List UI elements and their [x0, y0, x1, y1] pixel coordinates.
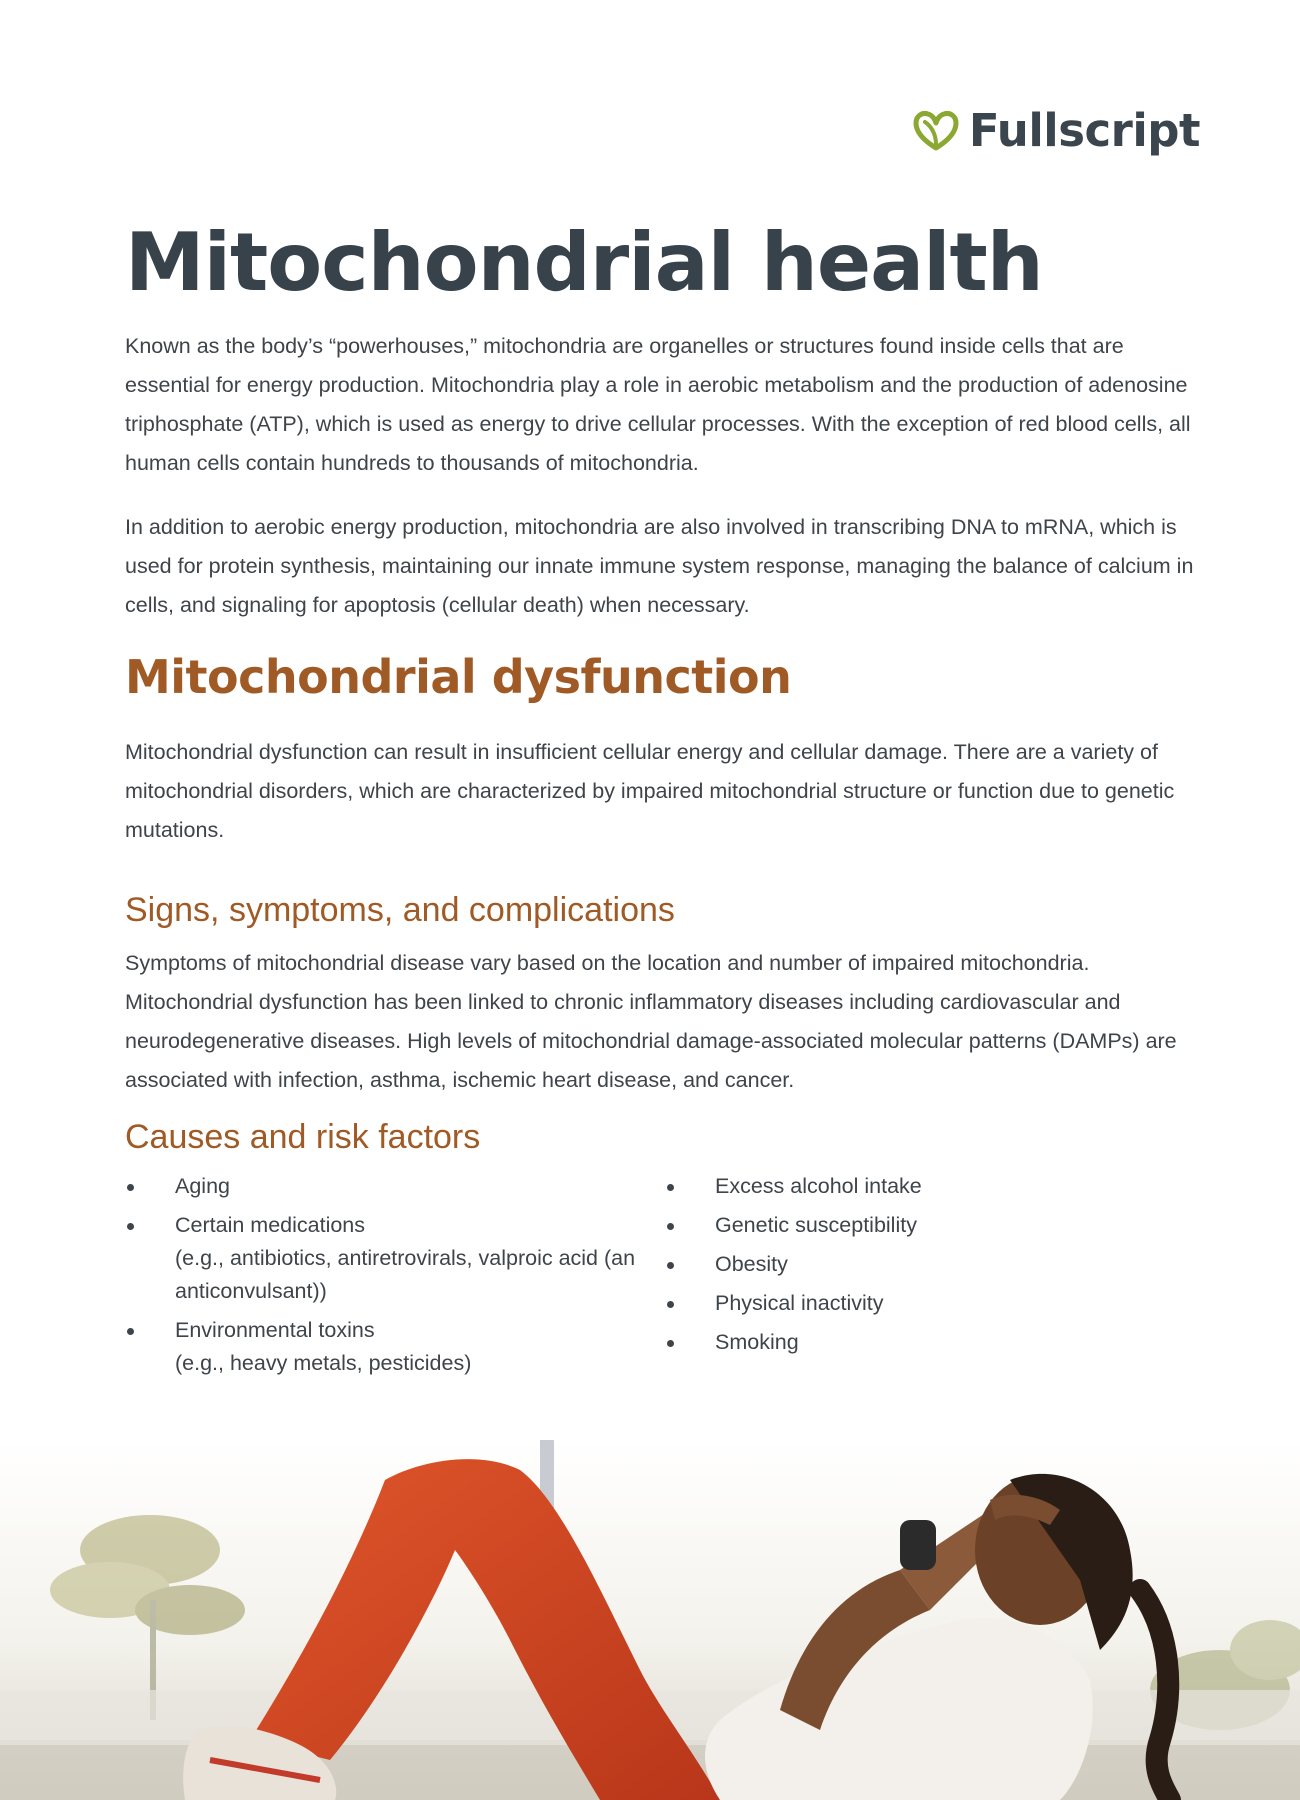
bullet-icon: [127, 1184, 134, 1191]
list-item-detail: (e.g., heavy metals, pesticides): [175, 1351, 472, 1375]
list-item: [665, 1326, 1205, 1359]
list-item: [665, 1170, 1205, 1203]
page-title: Mitochondrial health: [125, 216, 1043, 309]
list-item-label: Excess alcohol intake: [715, 1174, 922, 1198]
leaf-heart-icon: [913, 110, 959, 152]
list-item: [125, 1170, 665, 1203]
exercise-photo: [0, 1440, 1300, 1800]
causes-heading: Causes and risk factors: [125, 1118, 481, 1156]
bullet-icon: [127, 1328, 134, 1335]
woman-doing-crunches-illustration: [0, 1440, 1300, 1800]
signs-paragraph: Symptoms of mitochondrial disease vary based on the location and number of impaired mitochondria. Mitochondrial dysfunction has been linked to chronic inflammatory diseases including cardiovascular and neurodegenerative diseases. High levels of mitochondrial damage-associated molecular patterns (DAMPs) are associated with infection, asthma, ischemic heart disease, and cancer.: [125, 951, 1177, 1092]
bullet-icon: [667, 1184, 674, 1191]
list-item-label: Environmental toxins: [175, 1318, 375, 1342]
logo-text: Fullscript: [968, 104, 1200, 157]
fullscript-logo: [913, 104, 1200, 157]
list-item: [125, 1209, 665, 1308]
causes-list: [125, 1170, 1205, 1386]
list-item: [665, 1248, 1205, 1281]
dysfunction-paragraph: Mitochondrial dysfunction can result in insufficient cellular energy and cellular damage. There are a variety of mitochondrial disorders, which are characterized by impaired mitochondrial structure or function due to genetic mutations.: [125, 740, 1175, 842]
list-item-label: Certain medications: [175, 1213, 366, 1237]
list-item-detail: (e.g., antibiotics, antiretrovirals, valproic acid (an anticonvulsant)): [175, 1246, 636, 1303]
list-item: [665, 1287, 1205, 1320]
list-item-label: Physical inactivity: [715, 1291, 884, 1315]
bullet-icon: [667, 1340, 674, 1347]
intro-paragraph-2: In addition to aerobic energy production, mitochondria are also involved in transcribing DNA to mRNA, which is used for protein synthesis, maintaining our innate immune system response, managing the balance of calcium in cells, and signaling for apoptosis (cellular death) when necessary.: [125, 515, 1194, 617]
dysfunction-heading: Mitochondrial dysfunction: [125, 650, 792, 704]
list-item-label: Genetic susceptibility: [715, 1213, 917, 1237]
bullet-icon: [667, 1223, 674, 1230]
list-item: [665, 1209, 1205, 1242]
intro-paragraph-1: Known as the body’s “powerhouses,” mitochondria are organelles or structures found inside cells that are essential for energy production. Mitochondria play a role in aerobic metabolism and the production of adenosine triphosphate (ATP), which is used as energy to drive cellular processes. With the exception of red blood cells, all human cells contain hundreds to thousands of mitochondria.: [125, 334, 1191, 475]
causes-column-right: [665, 1170, 1205, 1386]
list-item: [125, 1314, 665, 1380]
bullet-icon: [127, 1223, 134, 1230]
bullet-icon: [667, 1301, 674, 1308]
list-item-label: Aging: [175, 1174, 230, 1198]
list-item-label: Obesity: [715, 1252, 788, 1276]
list-item-label: Smoking: [715, 1330, 799, 1354]
causes-column-left: [125, 1170, 665, 1386]
bullet-icon: [667, 1262, 674, 1269]
signs-heading: Signs, symptoms, and complications: [125, 891, 675, 929]
